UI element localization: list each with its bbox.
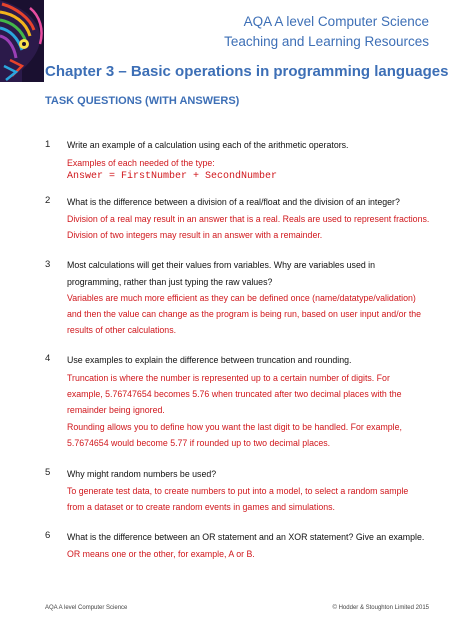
- answer-block: [67, 156, 435, 183]
- question-text: [67, 258, 427, 290]
- answer-line: and then the value can change as the program is being run, based on user input and/or the: [67, 309, 422, 320]
- question-number: 3: [45, 259, 51, 270]
- question-number: 6: [45, 530, 51, 541]
- question-text: Why might random numbers be used?: [67, 469, 217, 479]
- question-text: What is the difference between an OR statement and an XOR statement? Give an example.: [67, 532, 425, 542]
- chapter-title: Chapter 3 – Basic operations in programming languages: [45, 63, 449, 80]
- question-text-line: Most calculations will get their values from variables. Why are variables used in: [67, 260, 376, 270]
- document-header: [224, 12, 429, 52]
- answer-line: OR means one or the other, for example, A or B.: [67, 549, 255, 559]
- answer-line: Rounding allows you to define how you want the last digit to be handled. For example,: [67, 421, 402, 432]
- answer-line: Truncation is where the number is represented up to a certain number of digits. For: [67, 373, 390, 383]
- question-number: 4: [45, 353, 51, 364]
- question-text-line: programming, rather than just typing the raw values?: [67, 277, 273, 287]
- answer-block: [67, 484, 435, 515]
- question-number: 2: [45, 195, 51, 206]
- task-heading: TASK QUESTIONS (WITH ANSWERS): [45, 95, 240, 107]
- answer-line: Examples of each needed of the type:: [67, 158, 215, 168]
- answer-line: Division of two integers may result in an answer with a remainder.: [67, 230, 323, 241]
- question-number: 5: [45, 467, 51, 478]
- footer-right: © Hodder & Stoughton Limited 2015: [332, 605, 429, 611]
- answer-block: [67, 371, 435, 451]
- question-text: Write an example of a calculation using each of the arithmetic operators.: [67, 140, 349, 150]
- answer-block: [67, 547, 435, 562]
- header-line2: Teaching and Learning Resources: [224, 34, 429, 49]
- header-line1: AQA A level Computer Science: [243, 14, 429, 29]
- answer-line: To generate test data, to create numbers to put into a model, to select a random sample: [67, 486, 409, 496]
- answer-line: from a dataset or to create random events in games and simulations.: [67, 502, 335, 513]
- question-text: Use examples to explain the difference between truncation and rounding.: [67, 355, 352, 365]
- footer-left: AQA A level Computer Science: [45, 605, 128, 611]
- answer-line: remainder being ignored.: [67, 405, 165, 416]
- question-number: 1: [45, 139, 51, 150]
- robot-head-logo-icon: [0, 0, 44, 82]
- answer-code: Answer = FirstNumber + SecondNumber: [67, 171, 278, 183]
- answer-line: results of other calculations.: [67, 325, 177, 336]
- answer-line: Division of a real may result in an answer that is a real. Reals are used to represent fractions.: [67, 214, 430, 224]
- question-text: What is the difference between a division of a real/float and the division of an integer?: [67, 197, 400, 207]
- answer-block: [67, 291, 435, 339]
- answer-line: 5.7674654 would become 5.77 if rounded up to two decimal places.: [67, 437, 331, 448]
- answer-block: [67, 212, 435, 243]
- answer-line: example, 5.76747654 becomes 5.76 when truncated after two decimal places with the: [67, 389, 402, 400]
- answer-line: Variables are much more efficient as they can be defined once (name/datatype/validation): [67, 293, 416, 303]
